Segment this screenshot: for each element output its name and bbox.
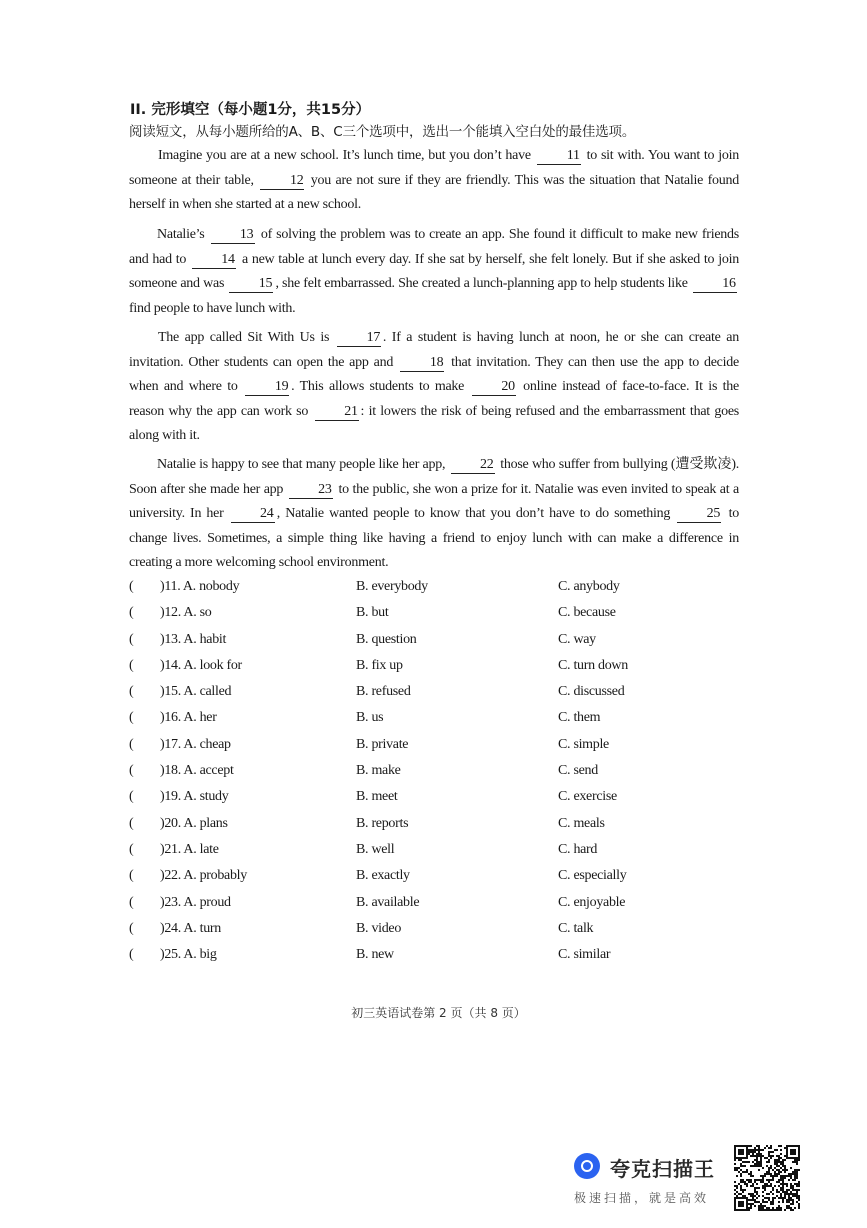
option-b: B. reports (356, 815, 409, 831)
page-footer: 初三英语试卷第 2 页（共 8 页） (351, 1006, 526, 1020)
passage-text: , she felt embarrassed. She created a lunch-planning app to help students like (275, 276, 691, 291)
answer-paren: ( (129, 605, 134, 621)
option-a: )18. A. accept (160, 763, 234, 779)
option-a: )13. A. habit (160, 631, 227, 647)
qr-code-icon (734, 1145, 800, 1211)
option-b: B. everybody (356, 579, 428, 594)
option-a: )25. A. big (160, 947, 217, 963)
blank-24: 24 (231, 505, 275, 523)
scanner-watermark (572, 1147, 732, 1211)
option-b: B. question (356, 631, 417, 647)
option-c: C. discussed (558, 684, 625, 700)
question-row (129, 921, 729, 947)
option-b: B. us (356, 710, 384, 726)
option-c: C. meals (558, 815, 605, 831)
option-a: )21. A. late (160, 841, 219, 857)
option-c: C. exercise (558, 789, 617, 805)
option-a: )16. A. her (160, 710, 217, 726)
blank-11: 11 (537, 147, 581, 165)
passage-text: : it lowers the risk of being refused and the embarrassment that goes along with it. (129, 403, 739, 443)
option-c: C. especially (558, 868, 627, 884)
blank-12: 12 (260, 172, 304, 190)
question-row (129, 947, 729, 973)
question-row (129, 789, 729, 815)
option-b: B. refused (356, 684, 411, 700)
option-b: B. private (356, 736, 409, 752)
passage-text: . If a student is having lunch at noon, he or she can create an invitation. Other students can open the app and (129, 330, 739, 370)
section-instruction: 阅读短文，从每小题所给的A、B、C三个选项中，选出一个能填入空白处的最佳选项。 (129, 124, 636, 140)
passage-paragraph-2 (129, 223, 739, 321)
option-b: B. exactly (356, 868, 410, 884)
option-c: C. because (558, 605, 616, 621)
passage-text: a new table at lunch every day. If she sat by herself, she felt lonely. But if she asked to join someone and was (129, 251, 739, 291)
option-b: B. well (356, 841, 395, 857)
answer-paren: ( (129, 657, 134, 673)
passage-text: online instead of face-to-face. It is the reason why the app can work so (129, 379, 739, 419)
passage-text: . This allows students to make (291, 379, 470, 394)
option-c: C. turn down (558, 657, 628, 673)
quark-logo-icon (574, 1153, 600, 1179)
passage-text: those who suffer from bullying (遭受欺凌). Soon after she made her app (129, 457, 739, 497)
answer-paren: ( (129, 894, 134, 910)
option-b: B. make (356, 763, 401, 779)
option-c: C. them (558, 710, 601, 726)
question-row (129, 710, 729, 736)
answer-paren: ( (129, 920, 134, 936)
blank-14: 14 (192, 251, 236, 269)
passage-text: to sit with. You want to join someone at their table, (129, 148, 739, 188)
answer-paren: ( (129, 579, 134, 594)
passage-text: , Natalie wanted people to know that you don’t have to do something (276, 506, 676, 521)
question-row (129, 632, 729, 658)
blank-23: 23 (289, 481, 333, 499)
option-a: )22. A. probably (160, 868, 247, 884)
passage-text: Imagine you are at a new school. It’s lunch time, but you don’t have (158, 148, 535, 163)
option-a: )12. A. so (160, 605, 212, 621)
option-c: C. similar (558, 947, 611, 963)
option-a: )17. A. cheap (160, 736, 231, 752)
answer-paren: ( (129, 947, 134, 963)
blank-20: 20 (472, 378, 516, 396)
passage-text: of solving the problem was to create an app. She found it difficult to make new friends and had to (129, 227, 739, 267)
option-b: B. video (356, 920, 402, 936)
option-c: C. anybody (558, 579, 620, 594)
option-a: )23. A. proud (160, 894, 231, 910)
blank-16: 16 (693, 275, 737, 293)
option-a: )19. A. study (160, 789, 229, 805)
answer-paren: ( (129, 631, 134, 647)
option-b: B. meet (356, 789, 398, 805)
question-row (129, 842, 729, 868)
option-a: )15. A. called (160, 684, 232, 700)
option-b: B. available (356, 894, 420, 910)
option-a: )24. A. turn (160, 920, 221, 936)
answer-paren: ( (129, 684, 134, 700)
option-a: )14. A. look for (160, 657, 242, 673)
question-row (129, 658, 729, 684)
passage-paragraph-3 (129, 326, 739, 449)
blank-21: 21 (315, 403, 359, 421)
passage-text: you are not sure if they are friendly. This was the situation that Natalie found herself in when she started at a new school. (129, 172, 739, 212)
question-row (129, 895, 729, 921)
answer-paren: ( (129, 710, 134, 726)
blank-19: 19 (245, 378, 289, 396)
answer-paren: ( (129, 736, 134, 752)
question-row (129, 868, 729, 894)
passage-text: The app called Sit With Us is (158, 330, 335, 345)
option-c: C. send (558, 763, 598, 779)
section-title: II. 完形填空（每小题1分，共15分） (130, 102, 371, 118)
passage-text: to the public, she won a prize for it. Natalie was even invited to speak at a university. In her (129, 481, 739, 521)
question-list (129, 579, 729, 973)
passage-text: Natalie’s (157, 227, 209, 242)
option-c: C. simple (558, 736, 609, 752)
blank-15: 15 (229, 275, 273, 293)
question-row (129, 816, 729, 842)
passage-text: to change lives. Sometimes, a simple thing like having a friend to enjoy lunch with can make a difference in creating a more welcoming school environment. (129, 506, 740, 570)
option-c: C. hard (558, 841, 598, 857)
option-c: C. enjoyable (558, 894, 626, 910)
answer-paren: ( (129, 868, 134, 884)
answer-paren: ( (129, 841, 134, 857)
watermark-slogan: 极速扫描，就是高效 (574, 1191, 710, 1205)
option-b: B. fix up (356, 657, 403, 673)
question-row (129, 684, 729, 710)
blank-22: 22 (451, 456, 495, 474)
question-row (129, 737, 729, 763)
passage-text: that invitation. They can then use the app to decide when and where to (129, 354, 739, 394)
option-c: C. talk (558, 920, 594, 936)
option-c: C. way (558, 631, 596, 647)
option-b: B. but (356, 605, 389, 621)
option-a: )20. A. plans (160, 815, 228, 831)
blank-18: 18 (400, 354, 444, 372)
option-a: )11. A. nobody (160, 579, 240, 594)
question-row (129, 605, 729, 631)
answer-paren: ( (129, 815, 134, 831)
passage-paragraph-4 (129, 453, 739, 576)
blank-25: 25 (677, 505, 721, 523)
watermark-brand-name: 夸克扫描王 (610, 1157, 715, 1181)
blank-13: 13 (211, 226, 255, 244)
passage-text: Natalie is happy to see that many people like her app, (157, 457, 449, 472)
passage-text: find people to have lunch with. (129, 300, 296, 316)
answer-paren: ( (129, 763, 134, 779)
question-row (129, 579, 729, 605)
passage-paragraph-1 (129, 144, 739, 218)
question-row (129, 763, 729, 789)
answer-paren: ( (129, 789, 134, 805)
blank-17: 17 (337, 329, 381, 347)
option-b: B. new (356, 947, 394, 963)
